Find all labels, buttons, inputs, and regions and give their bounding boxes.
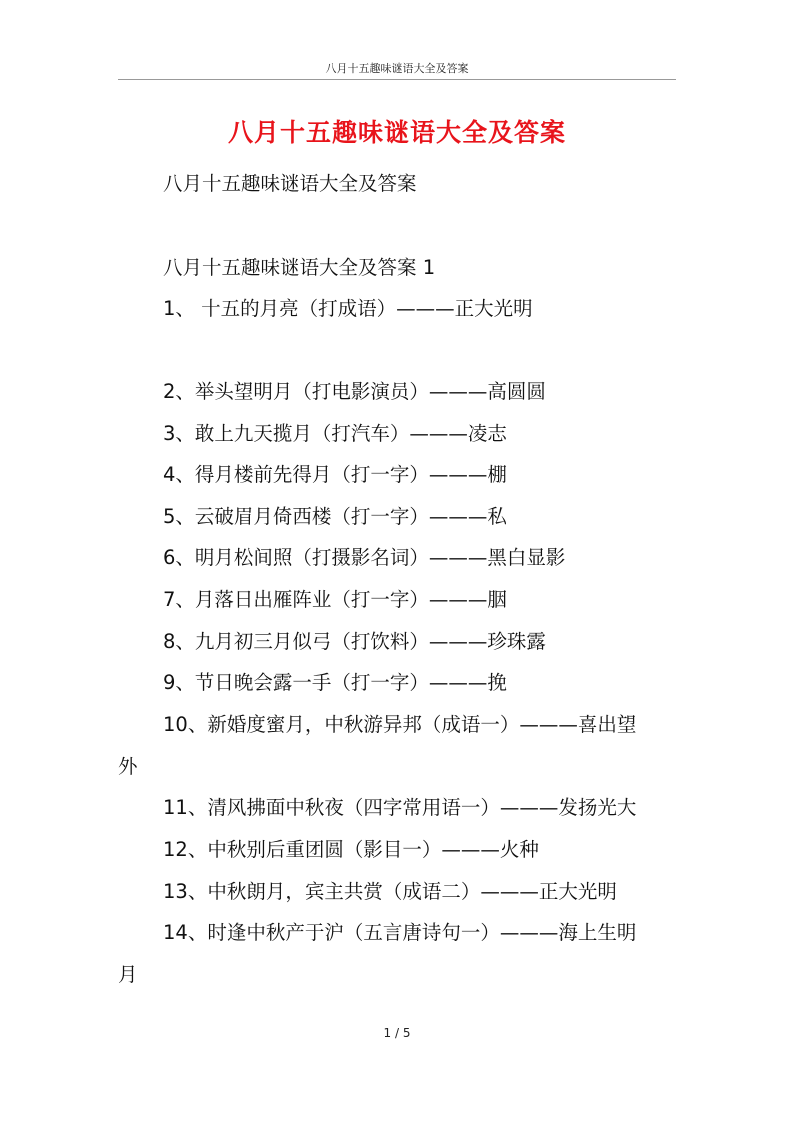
riddle-item: 14、时逢中秋产于沪（五言唐诗句一）———海上生明 — [163, 921, 637, 944]
page-number: 1 / 5 — [383, 1026, 411, 1040]
running-header: 八月十五趣味谜语大全及答案 — [325, 62, 469, 75]
riddle-item: 8、九月初三月似弓（打饮料）———珍珠露 — [163, 630, 546, 653]
document-title: 八月十五趣味谜语大全及答案 — [227, 118, 566, 147]
header-divider — [118, 79, 676, 80]
riddle-item: 5、云破眉月倚西楼（打一字）———私 — [163, 505, 507, 528]
riddle-item: 1、 十五的月亮（打成语）———正大光明 — [163, 297, 533, 320]
riddle-item-continuation: 外 — [118, 755, 138, 778]
subtitle: 八月十五趣味谜语大全及答案 — [163, 172, 417, 195]
riddle-item: 2、举头望明月（打电影演员）———高圆圆 — [163, 380, 546, 403]
section-heading: 八月十五趣味谜语大全及答案 1 — [163, 256, 436, 279]
riddle-item: 9、节日晚会露一手（打一字）———挽 — [163, 671, 507, 694]
riddle-item: 4、得月楼前先得月（打一字）———棚 — [163, 463, 507, 486]
riddle-item-continuation: 月 — [118, 963, 138, 986]
riddle-item: 10、新婚度蜜月，中秋游异邦（成语一）———喜出望 — [163, 713, 637, 736]
riddle-item: 13、中秋朗月，宾主共赏（成语二）———正大光明 — [163, 880, 617, 903]
riddle-item: 6、明月松间照（打摄影名词）———黑白显影 — [163, 546, 566, 569]
riddle-item: 7、月落日出雁阵业（打一字）———胭 — [163, 588, 507, 611]
riddle-item: 3、敢上九天揽月（打汽车）———凌志 — [163, 422, 507, 445]
riddle-item: 11、清风拂面中秋夜（四字常用语一）———发扬光大 — [163, 796, 637, 819]
riddle-item: 12、中秋别后重团圆（影目一）———火种 — [163, 838, 539, 861]
